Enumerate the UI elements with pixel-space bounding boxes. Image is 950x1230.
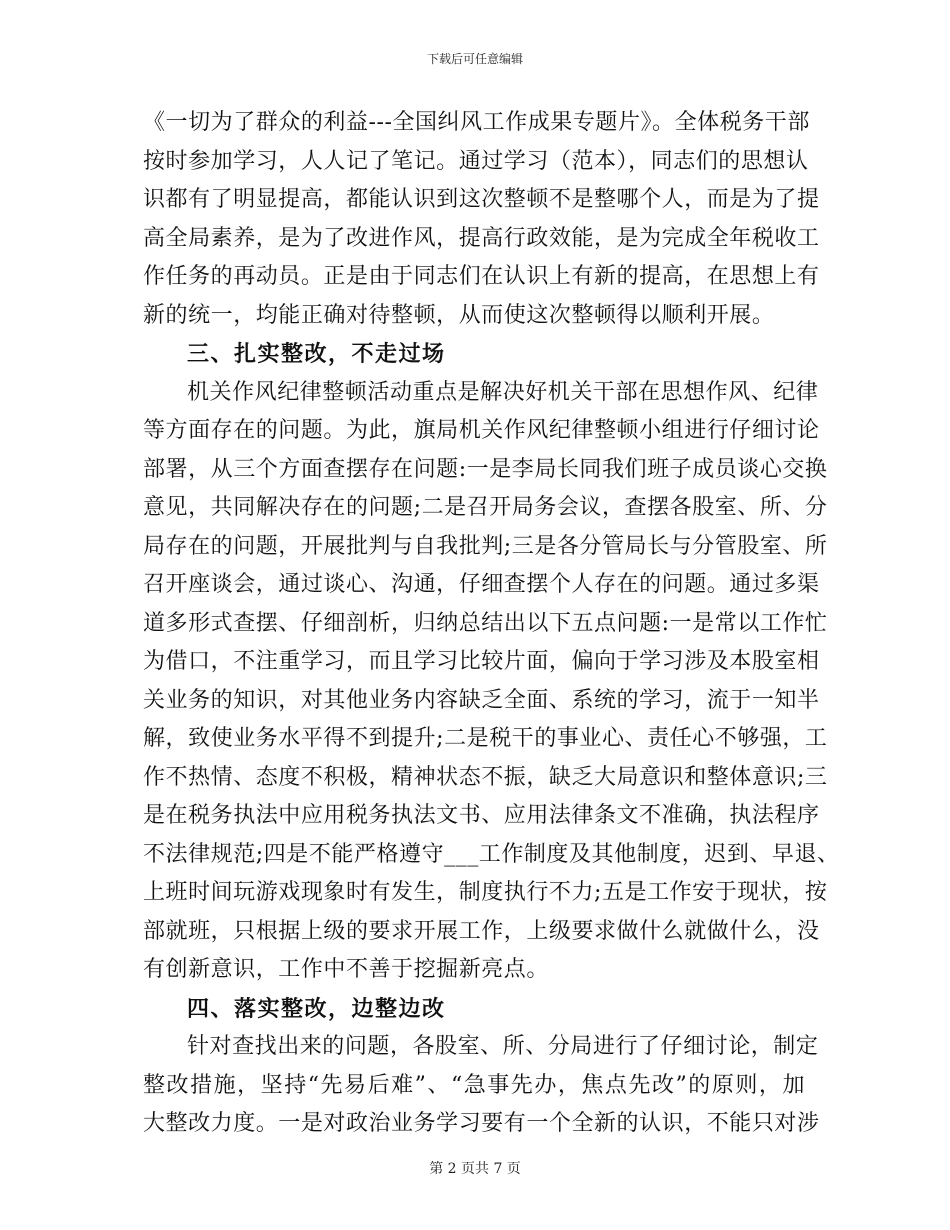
text-line: 意见，共同解决存在的问题;二是召开局务会议，查摆各股室、所、分 [143,495,828,520]
text-line: 机关作风纪律整顿活动重点是解决好机关干部在思想作风、纪律 [187,379,819,405]
text-line: 上班时间玩游戏现象时有发生，制度执行不力;五是工作安于现状，按 [143,880,828,905]
text-line: 解，致使业务水平得不到提升;二是税干的事业心、责任心不够强，工 [143,726,828,751]
text-line: 大整改力度。一是对政治业务学习要有一个全新的认识，不能只对涉 [143,1111,820,1136]
text-line: 等方面存在的问题。为此，旗局机关作风纪律整顿小组进行仔细讨论 [143,418,820,443]
text-line: 《一切为了群众的利益---全国纠风工作成果专题片》。全体税务干部 [143,110,810,135]
text-line: 整改措施，坚持“先易后难”、“急事先办，焦点先改”的原则，加 [143,1072,805,1098]
page-number-footer: 第 2 页共 7 页 [429,1161,521,1177]
section-heading-3: 三、扎实整改，不走过场 [187,341,446,367]
text-line: 识都有了明显提高，都能认识到这次整顿不是整哪个人，而是为了提 [143,187,820,212]
section-heading-4: 四、落实整改，边整边改 [187,995,446,1022]
text-line: 按时参加学习，人人记了笔记。通过学习（范本），同志们的思想认 [143,148,809,174]
text-line: 局存在的问题，开展批判与自我批判;三是各分管局长与分管股室、所 [143,533,828,559]
text-line: 部就班，只根据上级的要求开展工作，上级要求做什么就做什么，没 [143,918,820,944]
text-line: 有创新意识，工作中不善于挖掘新亮点。 [143,957,549,982]
text-line: 关业务的知识，对其他业务内容缺乏全面、系统的学习，流于一知半 [143,687,820,713]
page-header: 下载后可任意编辑 [426,52,523,66]
text-line: 作任务的再动员。正是由于同志们在认识上有新的提高，在思想上有 [143,264,820,289]
text-line: 部署，从三个方面查摆存在问题:一是李局长同我们班子成员谈心交换 [143,456,828,482]
document-body [143,104,840,1144]
text-line: 不法律规范;四是不能严格遵守___工作制度及其他制度，迟到、早退、 [143,841,840,867]
text-line: 为借口，不注重学习，而且学习比较片面，偏向于学习涉及本股室相 [143,649,820,674]
text-line: 高全局素养，是为了改进作风，提高行政效能，是为完成全年税收工 [143,225,820,251]
text-line: 是在税务执法中应用税务执法文书、应用法律条文不准确，执法程序 [143,803,820,828]
text-line: 作不热情、态度不积极，精神状态不振，缺乏大局意识和整体意识;三 [143,764,828,790]
text-line: 新的统一，均能正确对待整顿，从而使这次整顿得以顺利开展。 [143,302,775,328]
text-line: 针对查找出来的问题，各股室、所、分局进行了仔细讨论，制定 [187,1034,819,1059]
text-line: 召开座谈会，通过谈心、沟通，仔细查摆个人存在的问题。通过多渠 [143,572,820,597]
text-line: 道多形式查摆、仔细剖析，归纳总结出以下五点问题:一是常以工作忙 [143,610,828,636]
